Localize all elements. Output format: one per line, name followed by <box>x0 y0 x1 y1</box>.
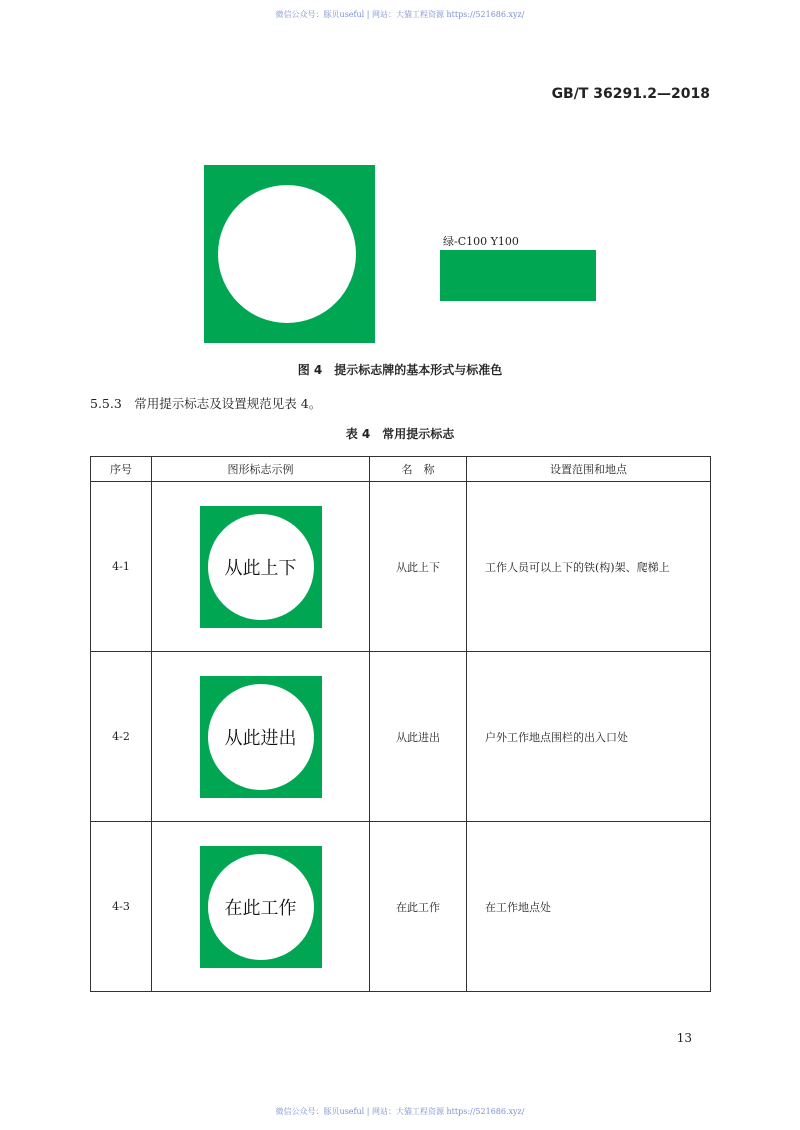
table-row <box>91 482 711 652</box>
sign-location: 户外工作地点围栏的出入口处 <box>467 652 711 822</box>
sign-name: 从此上下 <box>370 482 467 652</box>
green-color-swatch <box>440 250 596 301</box>
sign-text: 在此工作 <box>208 854 314 960</box>
sign-image <box>200 506 322 628</box>
table-header-row <box>91 457 711 482</box>
table-row <box>91 652 711 822</box>
row-id: 4-3 <box>91 822 152 992</box>
header-sign: 图形标志示例 <box>152 457 370 482</box>
page-number: 13 <box>676 1031 692 1045</box>
sign-cell <box>152 652 370 822</box>
sign-basic-form <box>204 165 375 343</box>
sign-image <box>200 846 322 968</box>
watermark-bottom: 微信公众号：豚贝useful | 网站：大猫工程资源 https://521686.xyz/ <box>275 1107 525 1116</box>
sign-image <box>200 676 322 798</box>
header-no: 序号 <box>91 457 152 482</box>
clause-text: 5.5.3 常用提示标志及设置规范见表 4。 <box>90 396 322 411</box>
figure-caption: 图 4 提示标志牌的基本形式与标准色 <box>297 363 503 377</box>
white-circle <box>218 185 356 323</box>
sign-cell <box>152 822 370 992</box>
header-name: 名 称 <box>370 457 467 482</box>
sign-location: 在工作地点处 <box>467 822 711 992</box>
sign-text: 从此进出 <box>208 684 314 790</box>
sign-cell <box>152 482 370 652</box>
signs-table <box>90 456 711 992</box>
sign-name: 从此进出 <box>370 652 467 822</box>
table-row <box>91 822 711 992</box>
sign-location: 工作人员可以上下的铁(构)架、爬梯上 <box>467 482 711 652</box>
watermark-top: 微信公众号：豚贝useful | 网站：大猫工程资源 https://521686.xyz/ <box>275 10 525 19</box>
row-id: 4-1 <box>91 482 152 652</box>
sign-text: 从此上下 <box>208 514 314 620</box>
table-title: 表 4 常用提示标志 <box>345 427 455 441</box>
header-location: 设置范围和地点 <box>467 457 711 482</box>
color-label: 绿-C100 Y100 <box>443 235 519 248</box>
sign-name: 在此工作 <box>370 822 467 992</box>
row-id: 4-2 <box>91 652 152 822</box>
standard-number: GB/T 36291.2—2018 <box>551 86 710 102</box>
